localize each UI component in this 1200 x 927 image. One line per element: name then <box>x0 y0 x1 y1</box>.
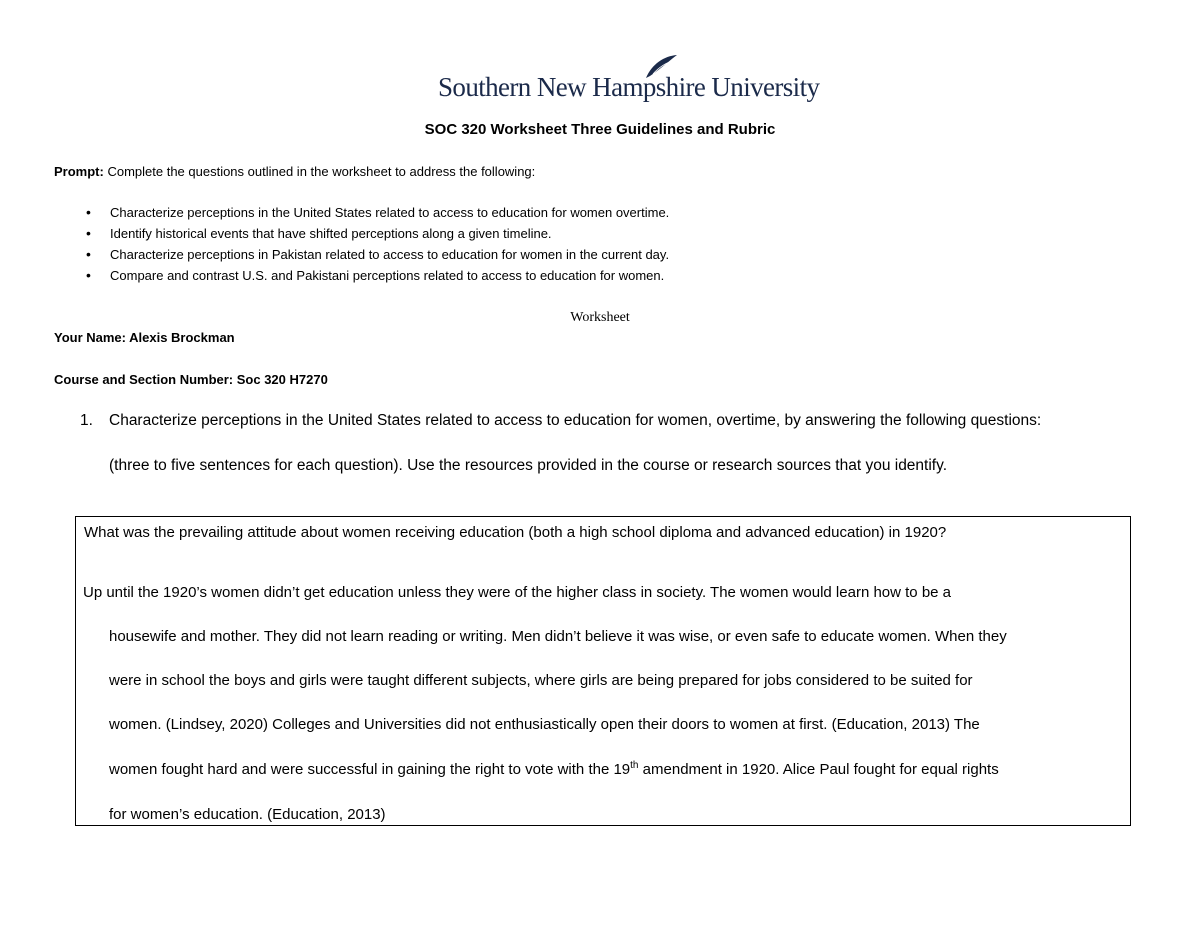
answer-line: women fought hard and were successful in gaining the right to vote with the 19th amendment in 1920. Alice Paul fought for equal rights <box>109 760 999 778</box>
answer-line: housewife and mother. They did not learn reading or writing. Men didn’t believe it was wise, or even safe to educate women. When they <box>109 628 1007 645</box>
list-item: • Identify historical events that have shifted perceptions along a given timeline. <box>86 225 669 246</box>
answer-box-question: What was the prevailing attitude about women receiving education (both a high school diploma and advanced education) in 1920? <box>84 524 947 541</box>
university-name: Southern New Hampshire University <box>438 72 820 102</box>
prompt-line <box>54 164 535 179</box>
question-1-line-2: (three to five sentences for each question). Use the resources provided in the course or research sources that you identify. <box>109 457 948 474</box>
list-item: • Characterize perceptions in the United States related to access to education for women overtime. <box>86 204 669 225</box>
page-title: SOC 320 Worksheet Three Guidelines and Rubric <box>424 121 776 138</box>
answer-line: for women’s education. (Education, 2013) <box>109 806 386 823</box>
question-1-line-1: Characterize perceptions in the United States related to access to education for women, overtime, by answering the following questions: <box>109 412 1042 429</box>
student-name: Your Name: Alexis Brockman <box>54 330 235 345</box>
leaf-icon <box>644 54 678 80</box>
course-section: Course and Section Number: Soc 320 H7270 <box>54 372 328 387</box>
answer-line: women. (Lindsey, 2020) Colleges and Universities did not enthusiastically open their doors to women at first. (Education, 2013) The <box>109 716 980 733</box>
worksheet-heading: Worksheet <box>570 310 630 325</box>
prompt-label: Prompt: <box>54 164 104 179</box>
question-number: 1. <box>80 412 93 429</box>
prompt-text: Complete the questions outlined in the worksheet to address the following: <box>103 164 536 179</box>
list-item: • Characterize perceptions in Pakistan related to access to education for women in the current day. <box>86 246 669 267</box>
university-logo <box>438 54 820 106</box>
objectives-list <box>86 204 669 288</box>
answer-line: Up until the 1920’s women didn’t get education unless they were of the higher class in society. The women would learn how to be a <box>83 584 952 601</box>
list-item: • Compare and contrast U.S. and Pakistani perceptions related to access to education for women. <box>86 267 669 288</box>
answer-line: were in school the boys and girls were taught different subjects, where girls are being prepared for jobs considered to be suited for <box>109 672 973 689</box>
answer-box <box>75 516 1131 826</box>
